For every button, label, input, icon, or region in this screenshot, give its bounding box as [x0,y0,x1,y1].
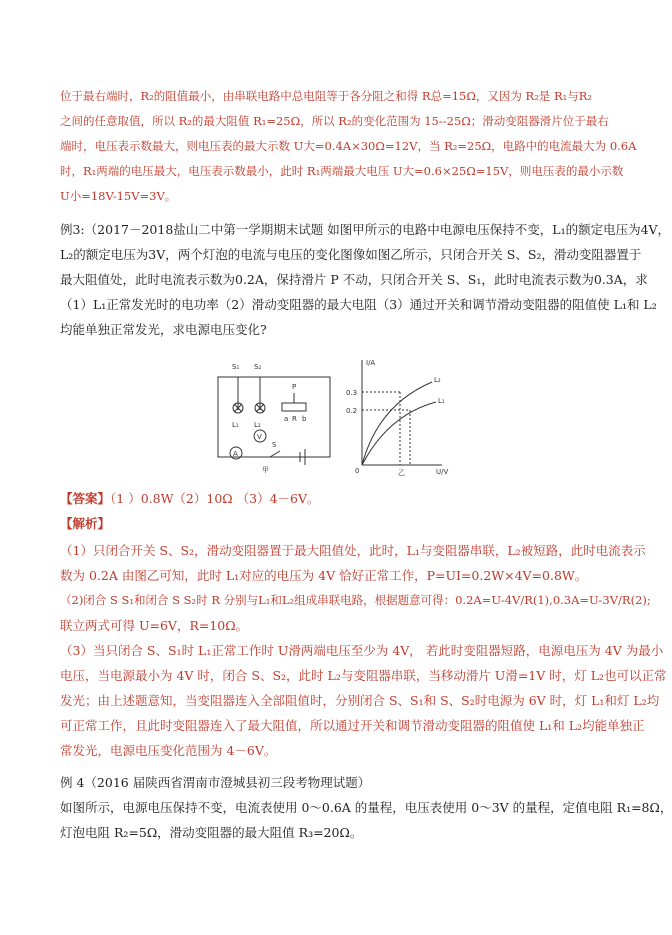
text-line: （1）只闭合开关 S、S₂，滑动变阻器置于最大阻值处，此时，L₁与变阻器串联，L₂被短路，此时电流表示 [60,543,646,558]
analysis-section [60,538,667,763]
circuit-label: L₁ [232,421,239,429]
text-line: 端时，电压表示数最大，则电压表的最大示数 U大=0.4A×30Ω=12V，当 R₂=25Ω，电路中的电流最大为 0.6A [60,139,637,153]
text-line: 如图所示，电源电压保持不变，电流表使用 0～0.6A 的量程，电压表使用 0～3V 的量程，定值电阻 R₁=8Ω， [60,800,672,815]
text-line: 之间的任意取值，所以 R₂的最大阻值 R₁=25Ω，所以 R₂的变化范围为 15--25Ω；滑动变阻器滑片位于最右 [60,114,609,128]
circuit-label: b [302,415,307,423]
text-line: 发光；由上述题意知，当变阻器连入全部阻值时，分别闭合 S、S₁和 S、S₂时电源为 6V 时，灯 L₁和灯 L₂均 [60,693,660,708]
text-line: 时，R₁两端的电压最大，电压表示数最小，此时 R₁两端最大电压 U大=0.6×25Ω=15V，则电压表的最小示数 [60,164,624,178]
graph-tick-label: 0.3 [346,389,358,397]
text-line: 均能单独正常发光，求电源电压变化? [60,322,267,337]
answer-section [60,486,608,536]
figure-svg [210,355,460,475]
circuit-label: S₁ [232,363,240,371]
circuit-label: R [292,415,297,423]
curve-l2 [362,382,432,465]
circuit-label: P [292,383,297,391]
graph-x-axis-label: U/V [436,468,449,476]
text-line: 例3:（2017－2018盐山二中第一学期期末试题 如图甲所示的电路中电源电压保持不变，L₁的额定电压为4V， [60,222,671,237]
iu-graph [362,360,442,465]
text-line: （2)闭合 S S₁和闭合 S S₂时 R 分别与L₁和L₂组成串联电路，根据题意可得：0.2A=U-4V/R(1),0.3A=U-3V/R(2); [60,593,651,607]
graph-tick-label: 0.2 [346,407,358,415]
circuit-label: a [284,415,289,423]
text-line: U小=18V-15V=3V。 [60,189,177,203]
text-line: （1）L₁正常发光时的电功率（2）滑动变阻器的最大电阻（3）通过开关和调节滑动变阻器的阻值使 L₁和 L₂ [60,297,657,312]
figure-circuit-and-graph [210,355,460,475]
circuit-label: 甲 [262,466,269,474]
answer-line [60,486,608,511]
analysis-tag: 【解析】 [60,516,111,531]
answer-tag: 【答案】 [60,491,111,506]
text-line: L₂的额定电压为3V，两个灯泡的电流与电压的变化图像如图乙所示，只闭合开关 S、S₂，滑动变阻器置于 [60,247,642,262]
text-line: 例 4（2016 届陕西省渭南市澄城县初三段考物理试题） [60,775,371,790]
answer-text: （1 ）0.8W（2）10Ω （3）4－6V。 [110,491,320,506]
text-line: 灯泡电阻 R₂=5Ω，滑动变阻器的最大阻值 R₃=20Ω。 [60,825,363,840]
text-line: 数为 0.2A 由图乙可知，此时 L₁对应的电压为 4V 恰好正常工作，P=UI=0.2W×4V=0.8W。 [60,568,588,583]
example-3-question [60,217,671,342]
text-line: （3）当只闭合 S、S₁时 L₁正常工作时 U滑两端电压至少为 4V， 若此时变阻器短路，电源电压为 4V 为最小 [60,643,664,658]
text-line: 联立两式可得 U=6V，R=10Ω。 [60,618,249,633]
graph-origin-label: 0 [355,467,360,475]
text-line: 电压，当电源最小为 4V 时，闭合 S、S₂，此时 L₂与变阻器串联，当移动滑片 U滑=1V 时，灯 L₂也可以正常 [60,668,667,683]
graph-curve-label: L₂ [434,376,441,384]
text-line: 位于最右端时，R₂的阻值最小，由串联电路中总电阻等于各分阻之和得 R总=15Ω，又因为 R₂是 R₁与R₂ [60,89,592,103]
text-line: 常发光，电源电压变化范围为 4－6V。 [60,743,277,758]
curve-l1 [362,402,436,465]
text-line: 最大阻值处，此时电流表示数为0.2A，保持滑片 P 不动，只闭合开关 S、S₁，此时电流表示数为0.3A，求 [60,272,648,287]
prior-solution-paragraph [60,84,637,209]
circuit-label: S [272,441,277,449]
graph-curve-label: L₁ [438,397,445,405]
graph-y-axis-label: I/A [366,359,376,367]
graph-caption: 乙 [398,469,405,477]
circuit-label: A [233,450,238,458]
example-4-question [60,770,672,845]
circuit-label: L₂ [254,421,261,429]
text-line: 可正常工作，且此时变阻器连入了最大阻值，所以通过开关和调节滑动变阻器的阻值使 L₁和 L₂均能单独正 [60,718,645,733]
circuit-label: S₂ [254,363,262,371]
circuit-label: V [257,433,262,441]
